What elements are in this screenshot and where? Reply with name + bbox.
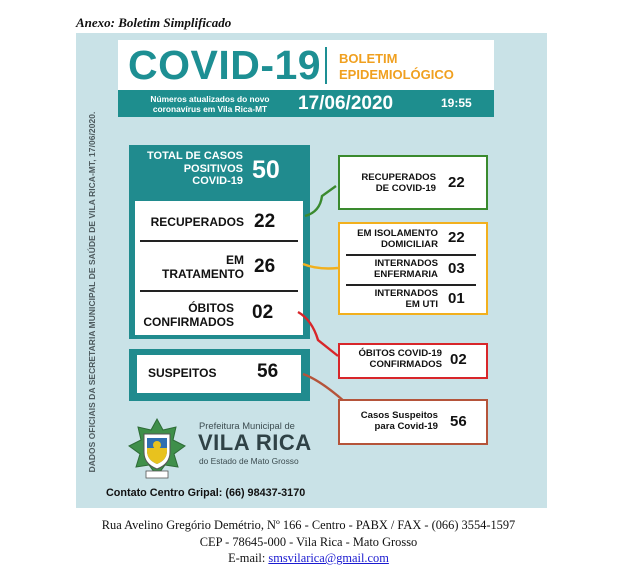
- isolation-label-line2: DOMICILIAR: [380, 239, 438, 250]
- footer-cep: CEP - 78645-000 - Vila Rica - Mato Grosso: [199, 535, 418, 549]
- suspects-detail-value: 56: [450, 413, 467, 430]
- bulletin-subtitle-line1: BOLETIM: [339, 51, 398, 66]
- recovered-detail-label-line1: RECUPERADOS: [361, 172, 436, 183]
- recovered-detail-label: [346, 172, 436, 194]
- isolation-label-line1: EM ISOLAMENTO: [357, 228, 438, 239]
- total-cases-value: 50: [252, 156, 280, 184]
- detail-divider: [346, 284, 476, 286]
- footer-address: Rua Avelino Gregório Demétrio, Nº 166 - Centro - PABX / FAX - (066) 3554-1597: [101, 518, 516, 532]
- update-date: 17/06/2020: [298, 93, 394, 114]
- icu-label-line2: EM UTI: [405, 299, 438, 310]
- suspects-detail-label: [346, 410, 438, 432]
- ward-label-line1: INTERNADOS: [374, 258, 438, 269]
- total-cases-label-line2: POSITIVOS: [183, 162, 243, 175]
- icu-value: 01: [448, 290, 465, 307]
- ward-value: 03: [448, 260, 465, 277]
- recovered-label: RECUPERADOS: [150, 215, 244, 229]
- footer-email-label: E-mail:: [228, 551, 269, 565]
- suspects-detail-label-line1: Casos Suspeitos: [360, 410, 438, 421]
- recovered-value: 22: [254, 211, 276, 232]
- ward-label-line2: ENFERMARIA: [374, 269, 438, 280]
- deaths-value: 02: [252, 302, 274, 323]
- suspects-label: SUSPEITOS: [148, 366, 217, 380]
- icu-label: [346, 288, 438, 310]
- bulletin-subtitle-line2: EPIDEMIOLÓGICO: [339, 67, 454, 82]
- update-subtitle-line1: Números atualizados do novo: [150, 94, 270, 104]
- recovered-detail-label-line2: DE COVID-19: [375, 183, 436, 194]
- isolation-value: 22: [448, 229, 465, 246]
- sidebar-text: DADOS OFICIAIS DA SECRETARIA MUNICIPAL DE SAÚDE DE VILA RICA-MT, 17/06/2020.: [87, 111, 97, 473]
- deaths-detail-value: 02: [450, 351, 467, 368]
- deaths-detail-label-line1: ÓBITOS COVID-19: [358, 348, 442, 359]
- treatment-value: 26: [254, 256, 276, 277]
- isolation-label: [346, 228, 438, 250]
- footer-email-line: [0, 550, 617, 566]
- recovered-connector: [305, 186, 336, 216]
- city-name: VILA RICA: [198, 430, 312, 455]
- ward-label: [346, 258, 438, 280]
- footer-email-link[interactable]: smsvilarica@gmail.com: [268, 551, 389, 565]
- total-cases-label-line3: COVID-19: [192, 175, 243, 187]
- state-label: do Estado de Mato Grosso: [199, 456, 299, 466]
- icu-label-line1: INTERNADOS: [374, 288, 438, 299]
- total-cases-label-line1: TOTAL DE CASOS: [147, 150, 243, 162]
- suspects-detail-label-line2: para Covid-19: [374, 421, 438, 432]
- deaths-detail-label: [342, 348, 442, 370]
- annex-title: Anexo: Boletim Simplificado: [76, 15, 232, 30]
- deaths-label-line2: CONFIRMADOS: [143, 315, 234, 329]
- deaths-detail-label-line2: CONFIRMADOS: [369, 359, 442, 370]
- update-time: 19:55: [441, 96, 472, 110]
- treatment-label-line2: TRATAMENTO: [162, 267, 244, 281]
- detail-divider: [346, 254, 476, 256]
- prefeitura-label: Prefeitura Municipal de: [199, 420, 295, 431]
- contact-line: Contato Centro Gripal: (66) 98437-3170: [106, 487, 306, 499]
- covid-title: COVID-19: [128, 42, 322, 88]
- recovered-detail-value: 22: [448, 174, 465, 191]
- deaths-connector: [298, 312, 338, 356]
- deaths-label-line1: ÓBITOS: [188, 301, 234, 315]
- treatment-label-line1: EM: [226, 253, 244, 267]
- suspects-value: 56: [257, 361, 279, 382]
- update-subtitle-line2: coronavírus em Vila Rica-MT: [152, 104, 268, 114]
- treatment-connector: [303, 264, 338, 269]
- coat-of-arms-icon: [124, 416, 190, 482]
